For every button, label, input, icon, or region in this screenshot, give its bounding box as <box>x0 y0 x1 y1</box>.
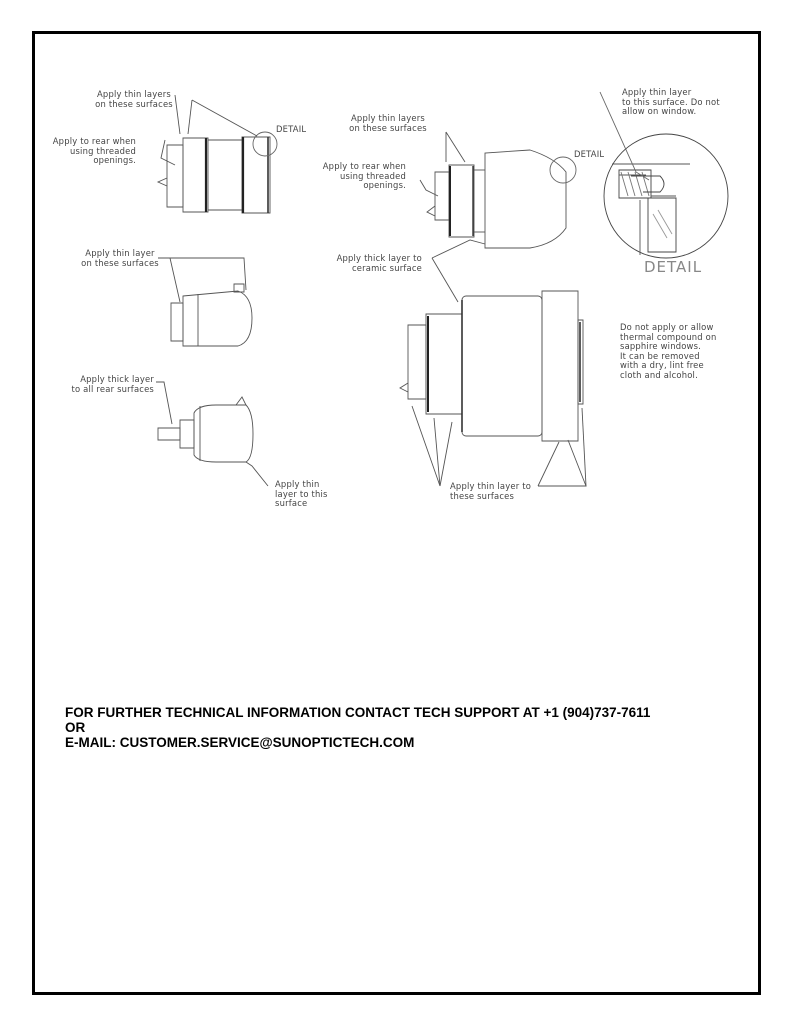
lamp-figure-top-center <box>420 132 576 302</box>
lamp-figure-top-left <box>158 95 277 213</box>
note-apply-thin-layers: Apply thin layers on these surfaces <box>349 113 427 133</box>
note-apply-thick-layer-ceramic: Apply thick layer to ceramic surface <box>336 253 422 273</box>
note-apply-thin-layer: Apply thin layer on these surfaces <box>81 248 159 268</box>
contact-email-line: E-MAIL: CUSTOMER.SERVICE@SUNOPTICTECH.COM <box>65 735 415 750</box>
note-apply-thin-layers: Apply thin layers on these surfaces <box>95 89 173 109</box>
detail-label: DETAIL <box>276 124 307 134</box>
detail-caption: DETAIL <box>644 258 703 276</box>
lamp-figure-mid-left <box>158 258 252 346</box>
note-apply-to-rear: Apply to rear when using threaded openings. <box>52 136 136 166</box>
note-sapphire-warning: Do not apply or allow thermal compound on sapphire windows. It can be removed with a dry, lint free cloth and alcohol. <box>620 322 717 380</box>
note-apply-thick-layer: Apply thick layer to all rear surfaces <box>71 374 154 394</box>
lamp-figure-large <box>400 291 586 486</box>
contact-phone-line: FOR FURTHER TECHNICAL INFORMATION CONTACT TECH SUPPORT AT +1 (904)737-7611 <box>65 705 651 720</box>
detail-section-view <box>600 92 728 258</box>
note-window-surface: Apply thin layer to this surface. Do not allow on window. <box>622 87 720 117</box>
note-apply-to-rear: Apply to rear when using threaded openings. <box>322 161 406 191</box>
detail-label: DETAIL <box>574 149 605 159</box>
note-apply-thin-layer-surface: Apply thin layer to this surface <box>275 479 328 509</box>
lamp-figure-bottom-left <box>156 382 268 486</box>
contact-block <box>65 705 650 750</box>
contact-or-line: OR <box>65 720 86 735</box>
note-apply-thin-layer-surfaces: Apply thin layer to these surfaces <box>450 481 532 501</box>
